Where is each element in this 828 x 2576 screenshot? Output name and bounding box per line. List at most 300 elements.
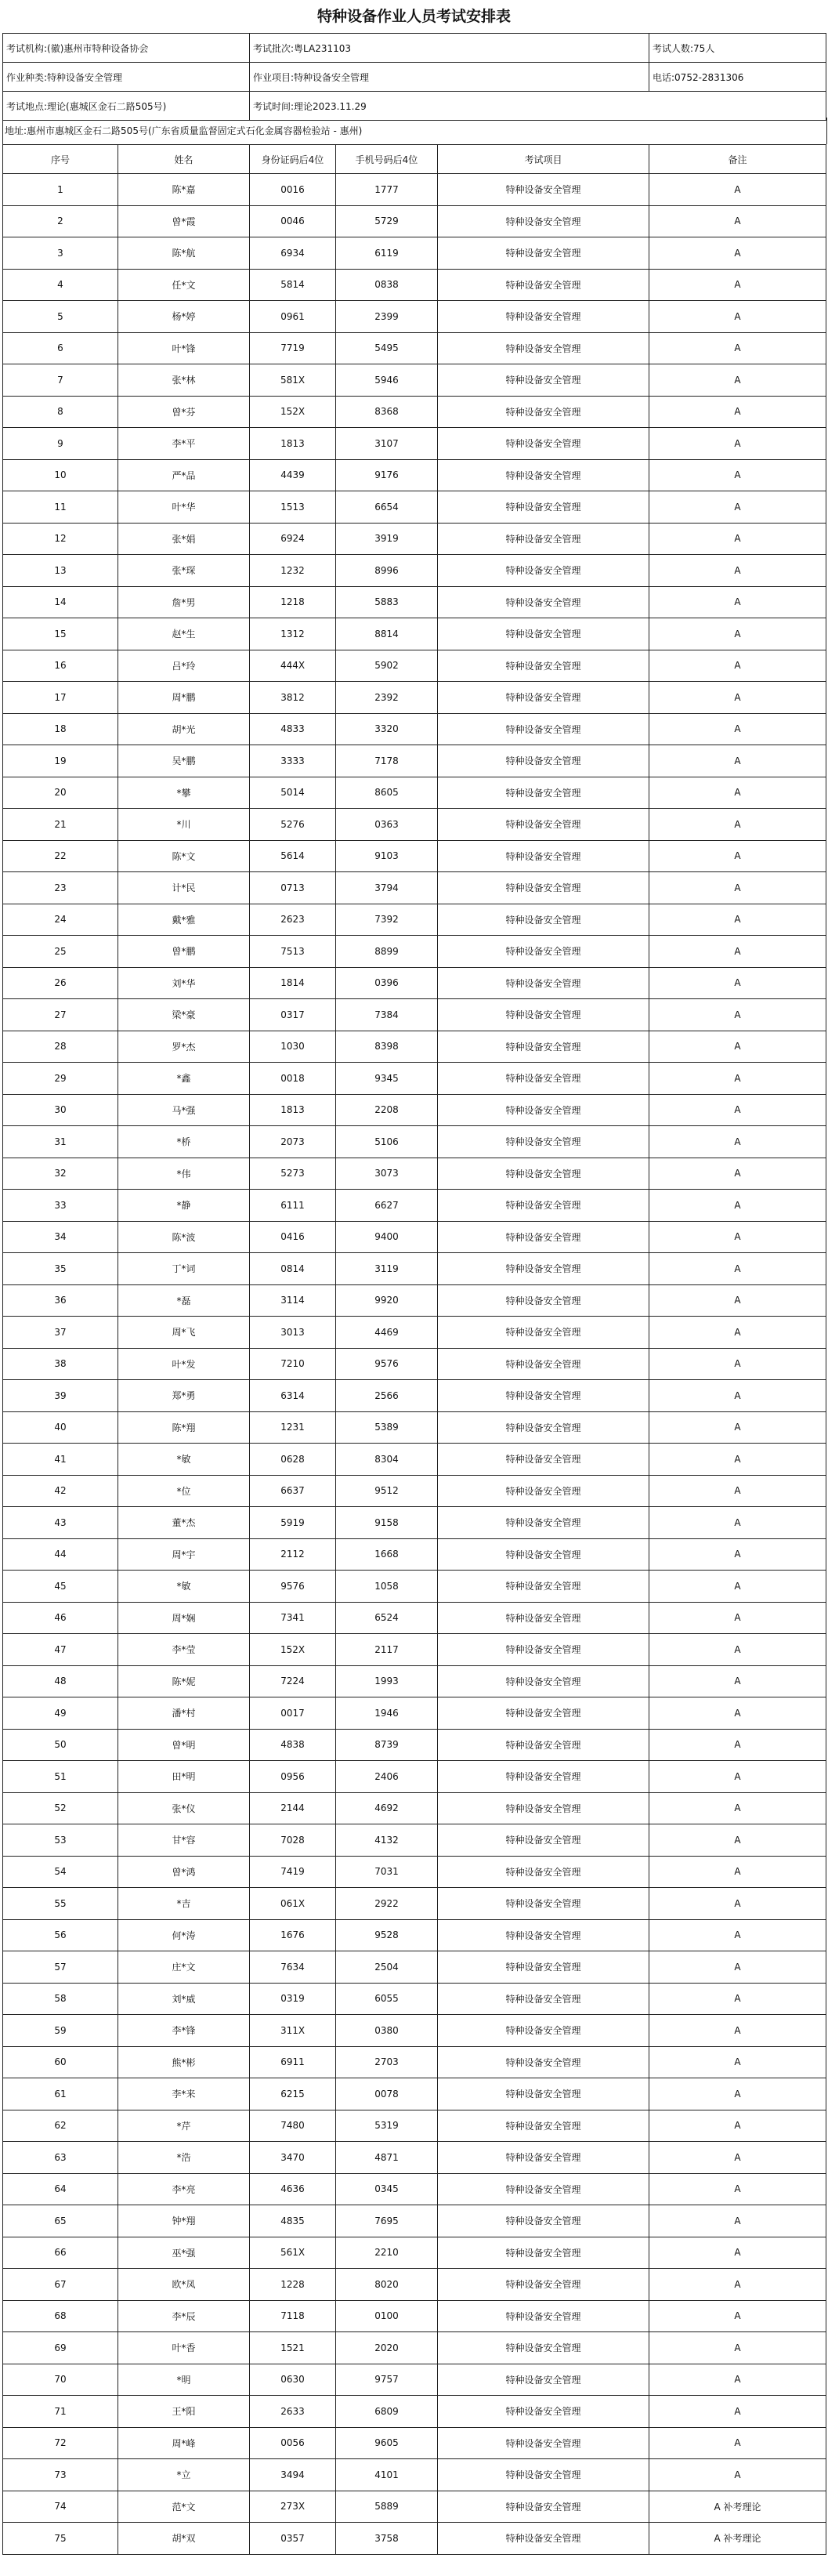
id-last4-cell: 0961 [250, 301, 336, 333]
table-row [3, 2205, 826, 2237]
name-cell: 曾*鹏 [118, 936, 250, 968]
phone-last4-cell: 1993 [336, 1665, 438, 1697]
exam-item-cell: 特种设备安全管理 [438, 1284, 649, 1317]
id-last4-cell: 311X [250, 2015, 336, 2047]
phone-last4-cell: 2210 [336, 2237, 438, 2269]
table-row [3, 1697, 826, 1730]
table-row [3, 269, 826, 301]
table-row [3, 301, 826, 333]
name-cell: 董*杰 [118, 1507, 250, 1539]
remark-cell: A [649, 1094, 826, 1126]
phone-last4-cell: 5902 [336, 650, 438, 682]
table-row [3, 1919, 826, 1951]
phone-last4-cell: 9920 [336, 1284, 438, 1317]
remark-cell: A [649, 745, 826, 777]
id-last4-cell: 1218 [250, 586, 336, 618]
id-last4-cell: 5014 [250, 777, 336, 809]
phone-last4-cell: 9757 [336, 2364, 438, 2396]
table-row [3, 1856, 826, 1888]
seq-cell: 1 [3, 174, 118, 206]
id-last4-cell: 1814 [250, 967, 336, 999]
remark-cell: A [649, 1824, 826, 1857]
id-last4-cell: 0319 [250, 1983, 336, 2015]
seq-cell: 35 [3, 1253, 118, 1285]
remark-cell: A [649, 1411, 826, 1444]
seq-cell: 8 [3, 396, 118, 428]
exam-item-cell: 特种设备安全管理 [438, 713, 649, 745]
table-row [3, 777, 826, 809]
phone-last4-cell: 1946 [336, 1697, 438, 1730]
exam-item-cell: 特种设备安全管理 [438, 2269, 649, 2301]
exam-item-cell: 特种设备安全管理 [438, 428, 649, 460]
phone-last4-cell: 2406 [336, 1761, 438, 1793]
seq-cell: 18 [3, 713, 118, 745]
id-last4-cell: 2112 [250, 1538, 336, 1571]
seq-cell: 21 [3, 809, 118, 841]
remark-cell: A [649, 2396, 826, 2428]
remark-cell: A [649, 586, 826, 618]
id-last4-cell: 0046 [250, 205, 336, 237]
phone-last4-cell: 3073 [336, 1158, 438, 1190]
id-last4-cell: 1232 [250, 555, 336, 587]
contact-phone: 电话:0752-2831306 [649, 63, 826, 92]
remark-cell: A [649, 1792, 826, 1824]
table-row [3, 682, 826, 714]
name-cell: 丁*词 [118, 1253, 250, 1285]
table-row [3, 2269, 826, 2301]
phone-last4-cell: 7031 [336, 1856, 438, 1888]
table-row [3, 1475, 826, 1507]
remark-cell: A [649, 2300, 826, 2332]
exam-item-cell: 特种设备安全管理 [438, 967, 649, 999]
name-cell: 曾*明 [118, 1729, 250, 1761]
name-cell: 刘*华 [118, 967, 250, 999]
phone-last4-cell: 5883 [336, 586, 438, 618]
exam-count: 考试人数:75人 [649, 34, 826, 63]
name-cell: 罗*杰 [118, 1031, 250, 1063]
id-last4-cell: 7634 [250, 1951, 336, 1984]
remark-cell: A [649, 269, 826, 301]
phone-last4-cell: 3107 [336, 428, 438, 460]
phone-last4-cell: 5889 [336, 2491, 438, 2523]
phone-last4-cell: 9512 [336, 1475, 438, 1507]
id-last4-cell: 4835 [250, 2205, 336, 2237]
table-row [3, 1507, 826, 1539]
exam-item-cell: 特种设备安全管理 [438, 1190, 649, 1222]
table-row [3, 364, 826, 397]
name-cell: 曾*鸿 [118, 1856, 250, 1888]
remark-cell: A [649, 2459, 826, 2491]
id-last4-cell: 4636 [250, 2173, 336, 2205]
id-last4-cell: 1312 [250, 618, 336, 650]
remark-cell: A [649, 713, 826, 745]
name-cell: 熊*彬 [118, 2046, 250, 2078]
remark-cell: A [649, 1063, 826, 1095]
remark-cell: A [649, 1856, 826, 1888]
remark-cell: A [649, 1571, 826, 1603]
phone-last4-cell: 4692 [336, 1792, 438, 1824]
table-row [3, 1158, 826, 1190]
remark-cell: A [649, 364, 826, 397]
remark-cell: A [649, 1190, 826, 1222]
name-cell: 周*峰 [118, 2427, 250, 2459]
seq-cell: 61 [3, 2078, 118, 2110]
table-row [3, 1221, 826, 1253]
exam-batch: 考试批次:粤LA231103 [250, 34, 649, 63]
exam-item-cell: 特种设备安全管理 [438, 1444, 649, 1476]
name-cell: 巫*强 [118, 2237, 250, 2269]
exam-item-cell: 特种设备安全管理 [438, 2459, 649, 2491]
seq-cell: 24 [3, 904, 118, 936]
id-last4-cell: 0713 [250, 872, 336, 904]
exam-item-cell: 特种设备安全管理 [438, 2173, 649, 2205]
phone-last4-cell: 7695 [336, 2205, 438, 2237]
phone-last4-cell: 3119 [336, 1253, 438, 1285]
table-row [3, 1063, 826, 1095]
seq-cell: 33 [3, 1190, 118, 1222]
remark-cell: A [649, 904, 826, 936]
id-last4-cell: 1521 [250, 2332, 336, 2364]
seq-cell: 74 [3, 2491, 118, 2523]
table-row [3, 1284, 826, 1317]
id-last4-cell: 0630 [250, 2364, 336, 2396]
exam-item-cell: 特种设备安全管理 [438, 650, 649, 682]
id-last4-cell: 561X [250, 2237, 336, 2269]
phone-last4-cell: 9528 [336, 1919, 438, 1951]
remark-cell: A [649, 2015, 826, 2047]
header-id-last4: 身份证码后4位 [250, 145, 336, 174]
phone-last4-cell: 1058 [336, 1571, 438, 1603]
remark-cell: A [649, 428, 826, 460]
phone-last4-cell: 9605 [336, 2427, 438, 2459]
id-last4-cell: 3470 [250, 2142, 336, 2174]
id-last4-cell: 7419 [250, 1856, 336, 1888]
seq-cell: 7 [3, 364, 118, 397]
table-row [3, 745, 826, 777]
exam-item-cell: 特种设备安全管理 [438, 1824, 649, 1857]
table-row [3, 2300, 826, 2332]
remark-cell: A [649, 174, 826, 206]
seq-cell: 17 [3, 682, 118, 714]
exam-item-cell: 特种设备安全管理 [438, 745, 649, 777]
exam-item-cell: 特种设备安全管理 [438, 1761, 649, 1793]
phone-last4-cell: 8739 [336, 1729, 438, 1761]
exam-item-cell: 特种设备安全管理 [438, 269, 649, 301]
exam-item-cell: 特种设备安全管理 [438, 332, 649, 364]
table-row [3, 174, 826, 206]
id-last4-cell: 9576 [250, 1571, 336, 1603]
table-row [3, 237, 826, 270]
name-cell: 庄*文 [118, 1951, 250, 1984]
remark-cell: A [649, 1951, 826, 1984]
name-cell: 欧*凤 [118, 2269, 250, 2301]
remark-cell: A [649, 301, 826, 333]
phone-last4-cell: 6627 [336, 1190, 438, 1222]
name-cell: 何*涛 [118, 1919, 250, 1951]
id-last4-cell: 6637 [250, 1475, 336, 1507]
candidate-table [2, 144, 826, 2555]
remark-cell: A 补考理论 [649, 2491, 826, 2523]
id-last4-cell: 3812 [250, 682, 336, 714]
seq-cell: 41 [3, 1444, 118, 1476]
remark-cell: A [649, 2364, 826, 2396]
exam-item-cell: 特种设备安全管理 [438, 1158, 649, 1190]
id-last4-cell: 7513 [250, 936, 336, 968]
phone-last4-cell: 5946 [336, 364, 438, 397]
table-row [3, 1444, 826, 1476]
remark-cell: A [649, 459, 826, 491]
id-last4-cell: 7719 [250, 332, 336, 364]
phone-last4-cell: 6809 [336, 2396, 438, 2428]
phone-last4-cell: 2703 [336, 2046, 438, 2078]
table-row [3, 2523, 826, 2555]
exam-org: 考试机构:(徽)惠州市特种设备协会 [3, 34, 250, 63]
id-last4-cell: 1676 [250, 1919, 336, 1951]
remark-cell: A [649, 650, 826, 682]
id-last4-cell: 152X [250, 1634, 336, 1666]
remark-cell: A [649, 1317, 826, 1349]
seq-cell: 68 [3, 2300, 118, 2332]
exam-item-cell: 特种设备安全管理 [438, 936, 649, 968]
exam-item-cell: 特种设备安全管理 [438, 1856, 649, 1888]
seq-cell: 38 [3, 1348, 118, 1380]
exam-item-cell: 特种设备安全管理 [438, 459, 649, 491]
table-row [3, 618, 826, 650]
id-last4-cell: 2144 [250, 1792, 336, 1824]
table-row [3, 1602, 826, 1634]
table-row [3, 1571, 826, 1603]
exam-item-cell: 特种设备安全管理 [438, 2427, 649, 2459]
name-cell: 赵*生 [118, 618, 250, 650]
phone-last4-cell: 3320 [336, 713, 438, 745]
phone-last4-cell: 5495 [336, 332, 438, 364]
seq-cell: 45 [3, 1571, 118, 1603]
id-last4-cell: 3333 [250, 745, 336, 777]
remark-cell: A [649, 1444, 826, 1476]
table-header-row [3, 145, 826, 174]
id-last4-cell: 3114 [250, 1284, 336, 1317]
table-row [3, 967, 826, 999]
seq-cell: 48 [3, 1665, 118, 1697]
seq-cell: 27 [3, 999, 118, 1031]
remark-cell: A [649, 1380, 826, 1412]
remark-cell: A [649, 2205, 826, 2237]
id-last4-cell: 5614 [250, 840, 336, 872]
seq-cell: 16 [3, 650, 118, 682]
remark-cell: A [649, 523, 826, 555]
exam-item-cell: 特种设备安全管理 [438, 205, 649, 237]
phone-last4-cell: 9103 [336, 840, 438, 872]
seq-cell: 67 [3, 2269, 118, 2301]
table-row [3, 2015, 826, 2047]
phone-last4-cell: 8368 [336, 396, 438, 428]
name-cell: 詹*男 [118, 586, 250, 618]
seq-cell: 22 [3, 840, 118, 872]
seq-cell: 65 [3, 2205, 118, 2237]
exam-item-cell: 特种设备安全管理 [438, 2364, 649, 2396]
exam-item-cell: 特种设备安全管理 [438, 1031, 649, 1063]
exam-item-cell: 特种设备安全管理 [438, 2300, 649, 2332]
name-cell: 陈*妮 [118, 1665, 250, 1697]
remark-cell: A [649, 2078, 826, 2110]
exam-item-cell: 特种设备安全管理 [438, 523, 649, 555]
phone-last4-cell: 2020 [336, 2332, 438, 2364]
table-row [3, 1729, 826, 1761]
exam-time: 考试时间:理论2023.11.29 [250, 92, 826, 121]
exam-item-cell: 特种设备安全管理 [438, 2491, 649, 2523]
name-cell: 陈*文 [118, 840, 250, 872]
phone-last4-cell: 2922 [336, 1888, 438, 1920]
header-exam-item: 考试项目 [438, 145, 649, 174]
exam-item-cell: 特种设备安全管理 [438, 1507, 649, 1539]
name-cell: *鑫 [118, 1063, 250, 1095]
name-cell: 周*娴 [118, 1602, 250, 1634]
phone-last4-cell: 3758 [336, 2523, 438, 2555]
name-cell: 周*宇 [118, 1538, 250, 1571]
table-row [3, 205, 826, 237]
name-cell: 陈*航 [118, 237, 250, 270]
name-cell: *敏 [118, 1571, 250, 1603]
seq-cell: 23 [3, 872, 118, 904]
remark-cell: A [649, 205, 826, 237]
seq-cell: 72 [3, 2427, 118, 2459]
remark-cell: A [649, 1221, 826, 1253]
table-row [3, 1380, 826, 1412]
candidate-rows [3, 174, 826, 2555]
name-cell: 杨*婷 [118, 301, 250, 333]
remark-cell: A [649, 1888, 826, 1920]
seq-cell: 20 [3, 777, 118, 809]
name-cell: 范*文 [118, 2491, 250, 2523]
seq-cell: 9 [3, 428, 118, 460]
name-cell: 曾*霞 [118, 205, 250, 237]
id-last4-cell: 6924 [250, 523, 336, 555]
table-row [3, 1983, 826, 2015]
seq-cell: 50 [3, 1729, 118, 1761]
exam-item-cell: 特种设备安全管理 [438, 1634, 649, 1666]
table-row [3, 1792, 826, 1824]
id-last4-cell: 7224 [250, 1665, 336, 1697]
exam-item-cell: 特种设备安全管理 [438, 1665, 649, 1697]
exam-item-cell: 特种设备安全管理 [438, 1951, 649, 1984]
header-name: 姓名 [118, 145, 250, 174]
phone-last4-cell: 0838 [336, 269, 438, 301]
seq-cell: 13 [3, 555, 118, 587]
seq-cell: 58 [3, 1983, 118, 2015]
exam-item-cell: 特种设备安全管理 [438, 809, 649, 841]
name-cell: *浩 [118, 2142, 250, 2174]
name-cell: 李*亮 [118, 2173, 250, 2205]
name-cell: 叶*锋 [118, 332, 250, 364]
id-last4-cell: 7028 [250, 1824, 336, 1857]
name-cell: 甘*容 [118, 1824, 250, 1857]
remark-cell: A [649, 1919, 826, 1951]
page-title: 特种设备作业人员考试安排表 [316, 8, 511, 25]
seq-cell: 19 [3, 745, 118, 777]
table-row [3, 1824, 826, 1857]
id-last4-cell: 6911 [250, 2046, 336, 2078]
exam-item-cell: 特种设备安全管理 [438, 2046, 649, 2078]
phone-last4-cell: 2504 [336, 1951, 438, 1984]
table-row [3, 586, 826, 618]
table-row [3, 1951, 826, 1984]
remark-cell: A [649, 1761, 826, 1793]
exam-item-cell: 特种设备安全管理 [438, 999, 649, 1031]
id-last4-cell: 273X [250, 2491, 336, 2523]
id-last4-cell: 6111 [250, 1190, 336, 1222]
table-row [3, 840, 826, 872]
phone-last4-cell: 0363 [336, 809, 438, 841]
table-row [3, 1888, 826, 1920]
id-last4-cell: 7480 [250, 2110, 336, 2142]
seq-cell: 43 [3, 1507, 118, 1539]
table-row [3, 936, 826, 968]
exam-item-cell: 特种设备安全管理 [438, 2523, 649, 2555]
exam-item-cell: 特种设备安全管理 [438, 1094, 649, 1126]
seq-cell: 66 [3, 2237, 118, 2269]
seq-cell: 14 [3, 586, 118, 618]
seq-cell: 56 [3, 1919, 118, 1951]
name-cell: 计*民 [118, 872, 250, 904]
exam-item-cell: 特种设备安全管理 [438, 174, 649, 206]
table-row [3, 2396, 826, 2428]
exam-item-cell: 特种设备安全管理 [438, 2237, 649, 2269]
table-row [3, 1411, 826, 1444]
id-last4-cell: 6215 [250, 2078, 336, 2110]
id-last4-cell: 0317 [250, 999, 336, 1031]
id-last4-cell: 0357 [250, 2523, 336, 2555]
name-cell: 张*娟 [118, 523, 250, 555]
exam-item-cell: 特种设备安全管理 [438, 491, 649, 524]
remark-cell: A [649, 618, 826, 650]
phone-last4-cell: 4101 [336, 2459, 438, 2491]
name-cell: *川 [118, 809, 250, 841]
id-last4-cell: 5814 [250, 269, 336, 301]
seq-cell: 54 [3, 1856, 118, 1888]
table-row [3, 1665, 826, 1697]
remark-cell: A [649, 1507, 826, 1539]
exam-item-cell: 特种设备安全管理 [438, 682, 649, 714]
table-row [3, 2491, 826, 2523]
exam-item-cell: 特种设备安全管理 [438, 1792, 649, 1824]
id-last4-cell: 061X [250, 1888, 336, 1920]
phone-last4-cell: 8899 [336, 936, 438, 968]
name-cell: 李*平 [118, 428, 250, 460]
id-last4-cell: 0628 [250, 1444, 336, 1476]
name-cell: 马*强 [118, 1094, 250, 1126]
id-last4-cell: 0016 [250, 174, 336, 206]
seq-cell: 37 [3, 1317, 118, 1349]
remark-cell: A [649, 2173, 826, 2205]
table-row [3, 2078, 826, 2110]
seq-cell: 73 [3, 2459, 118, 2491]
seq-cell: 30 [3, 1094, 118, 1126]
id-last4-cell: 3013 [250, 1317, 336, 1349]
exam-item-cell: 特种设备安全管理 [438, 1729, 649, 1761]
name-cell: 郑*勇 [118, 1380, 250, 1412]
exam-item-cell: 特种设备安全管理 [438, 1475, 649, 1507]
seq-cell: 52 [3, 1792, 118, 1824]
remark-cell: A [649, 555, 826, 587]
exam-item-cell: 特种设备安全管理 [438, 1063, 649, 1095]
remark-cell: A [649, 1538, 826, 1571]
exam-item-cell: 特种设备安全管理 [438, 2396, 649, 2428]
id-last4-cell: 0956 [250, 1761, 336, 1793]
id-last4-cell: 1030 [250, 1031, 336, 1063]
phone-last4-cell: 2566 [336, 1380, 438, 1412]
id-last4-cell: 0018 [250, 1063, 336, 1095]
seq-cell: 51 [3, 1761, 118, 1793]
